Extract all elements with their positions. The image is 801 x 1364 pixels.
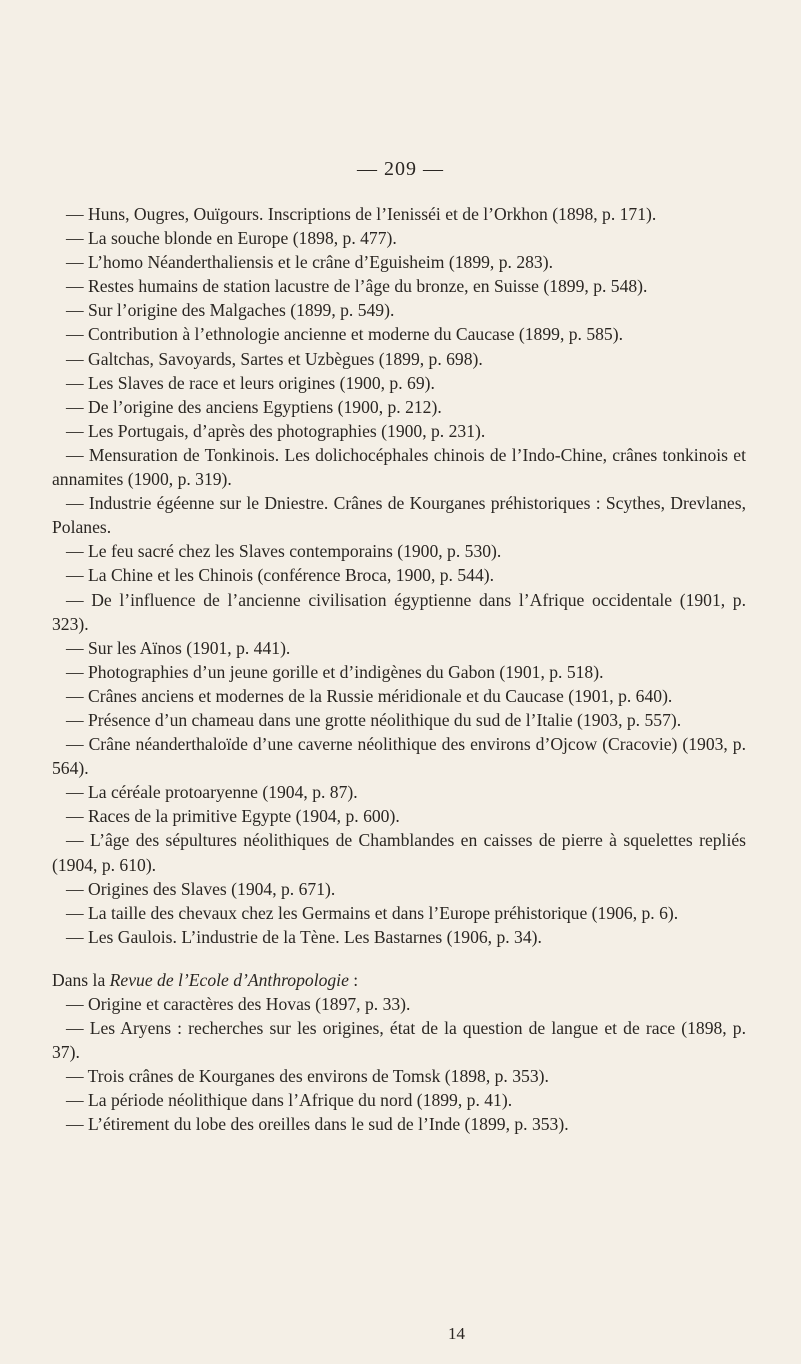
bibliography-entry: — Huns, Ougres, Ouïgours. Inscriptions de l’Ienisséi et de l’Orkhon (1898, p. 171).: [66, 204, 657, 224]
bibliography-entry: — Races de la primitive Egypte (1904, p. 600).: [66, 806, 400, 827]
bibliography-entry: — Industrie égéenne sur le Dniestre. Crânes de Kourganes préhistoriques : Scythes, Drevlanes, Polanes.: [52, 493, 746, 538]
bibliography-entry: — Origines des Slaves (1904, p. 671).: [66, 878, 336, 899]
bibliography-entry: — Photographies d’un jeune gorille et d’indigènes du Gabon (1901, p. 518).: [66, 661, 604, 682]
section-heading-prefix: Dans la: [52, 969, 110, 990]
bibliography-entry: — Restes humains de station lacustre de l’âge du bronze, en Suisse (1899, p. 548).: [66, 276, 648, 297]
bibliography-entry: — La période néolithique dans l’Afrique du nord (1899, p. 41).: [66, 1090, 513, 1111]
section-heading-suffix: :: [348, 969, 359, 990]
bibliography-entry: — Origine et caractères des Hovas (1897, p. 33).: [66, 994, 411, 1014]
bibliography-entry: — Contribution à l’ethnologie ancienne et moderne du Caucase (1899, p. 585).: [66, 324, 623, 345]
bibliography-entry: — La Chine et les Chinois (conférence Broca, 1900, p. 544).: [66, 565, 494, 586]
section-heading: [52, 968, 746, 992]
bibliography-entry: — L’âge des sépultures néolithiques de Chamblandes en caisses de pierre à squelettes repliés (1904, p. 610).: [52, 830, 746, 875]
journal-title: Revue de l’Ecole d’Anthropologie: [109, 969, 349, 990]
bibliography-entry: — Le feu sacré chez les Slaves contemporains (1900, p. 530).: [66, 541, 502, 562]
bibliography-entry: — Les Aryens : recherches sur les origines, état de la question de langue et de race (1898, p. 37).: [52, 1018, 746, 1063]
bibliography-text: [52, 202, 746, 1137]
bibliography-entry: — La taille des chevaux chez les Germains et dans l’Europe préhistorique (1906, p. 6).: [66, 902, 679, 923]
bibliography-entry: — De l’influence de l’ancienne civilisation égyptienne dans l’Afrique occidentale (1901, p. 323).: [52, 589, 746, 634]
bibliography-list-2: [52, 992, 746, 1137]
bibliography-entry: — Galtchas, Savoyards, Sartes et Uzbègues (1899, p. 698).: [66, 348, 483, 369]
bibliography-entry: — De l’origine des anciens Egyptiens (1900, p. 212).: [66, 396, 442, 417]
bibliography-entry: — Sur l’origine des Malgaches (1899, p. 549).: [66, 300, 395, 321]
bibliography-entry: — Les Slaves de race et leurs origines (1900, p. 69).: [66, 372, 435, 393]
signature-mark: 14: [448, 1324, 465, 1343]
bibliography-entry: — Trois crânes de Kourganes des environs de Tomsk (1898, p. 353).: [66, 1066, 549, 1087]
bibliography-entry: — Les Portugais, d’après des photographies (1900, p. 231).: [66, 420, 486, 441]
bibliography-entry: — La souche blonde en Europe (1898, p. 477).: [66, 228, 397, 249]
bibliography-entry: — Mensuration de Tonkinois. Les dolichocéphales chinois de l’Indo-Chine, crânes tonkinois et annamites (1900, p. 319).: [52, 444, 746, 490]
bibliography-entry: — L’homo Néanderthaliensis et le crâne d’Eguisheim (1899, p. 283).: [66, 252, 553, 273]
bibliography-entry: — La céréale protoaryenne (1904, p. 87).: [66, 782, 358, 803]
bibliography-entry: — Présence d’un chameau dans une grotte néolithique du sud de l’Italie (1903, p. 557).: [66, 709, 682, 730]
bibliography-list-1: [52, 202, 746, 949]
bibliography-entry: — Les Gaulois. L’industrie de la Tène. Les Bastarnes (1906, p. 34).: [66, 926, 542, 947]
bibliography-entry: — L’étirement du lobe des oreilles dans le sud de l’Inde (1899, p. 353).: [66, 1114, 569, 1135]
bibliography-entry: — Crânes anciens et modernes de la Russie méridionale et du Caucase (1901, p. 640).: [66, 685, 673, 706]
bibliography-entry: — Sur les Aïnos (1901, p. 441).: [66, 637, 291, 658]
bibliography-entry: — Crâne néanderthaloïde d’une caverne néolithique des environs d’Ojcow (Cracovie) (1903, p. 564).: [52, 734, 746, 779]
page-number-header: — 209 —: [357, 158, 444, 180]
